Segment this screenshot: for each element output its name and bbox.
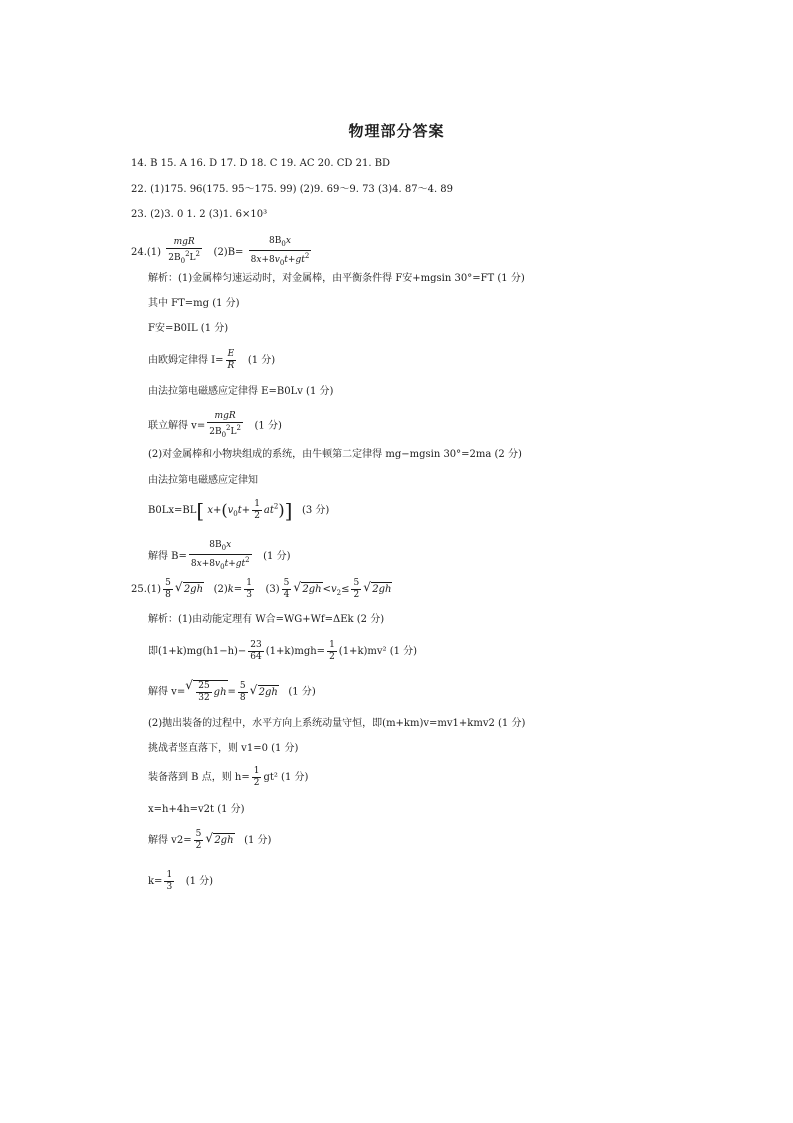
sqrt: √ 2gh [249, 682, 278, 698]
sqrt: √ $\frac{25}{32}$ gh [185, 678, 227, 703]
q24-answer: 24.(1) $\frac{\text{mgR}}{2B_0^2L^2}$ (2)B= $\frac{8B_0x}{8x+8v_0t+gt^2}$ [131, 236, 310, 267]
q25-analysis-6: 装备落到 B 点，则 h= $\frac{1}{2}$ gt² (1 分) [148, 766, 309, 788]
q24-analysis-9: B0Lx=BL[ $x+(v_0t+$ $\frac{1}{2}$ $at^2$)] (3 分) [148, 498, 330, 523]
fraction: $\frac{E}{R}$ [227, 349, 235, 371]
sqrt: √ 2gh [205, 831, 234, 846]
q25-analysis-2: 即(1+k)mg(h1−h)− $\frac{23}{64}$ (1+k)mgh= $\frac{1}{2}$ (1+k)mv² (1 分) [148, 640, 418, 662]
fraction: $\frac{1}{2}$ [253, 766, 260, 788]
q25-analysis-1: 解析：(1)由动能定理有 W合=WG+Wf=ΔEk (2 分) [148, 614, 385, 625]
fraction: $\frac{8B_0x}{8x+8v_0t+gt^2}$ [190, 540, 250, 571]
fraction: $\frac{\text{mgR}}{2B_0^2L^2}$ [209, 411, 241, 439]
q24-analysis-7: (2)对金属棒和小物块组成的系统，由牛顿第二定律得 mg−mgsin 30°=2ma (2 分) [148, 449, 522, 460]
q25-analysis-9: k= $\frac{1}{3}$ (1 分) [148, 870, 214, 892]
fraction: $\frac{5}{2}$ [195, 829, 202, 851]
sqrt: √ 2gh [293, 580, 322, 595]
q25-analysis-3: 解得 v= √ $\frac{25}{32}$ gh= $\frac{5}{8}$ √ 2gh (1 分) [148, 678, 316, 703]
fraction: $\frac{5}{2}$ [353, 578, 360, 600]
q24-analysis-2: 其中 FT=mg (1 分) [148, 298, 240, 309]
mc-answers: 14. B 15. A 16. D 17. D 18. C 19. AC 20. CD 21. BD [131, 158, 391, 169]
q25-analysis-5: 挑战者竖直落下，则 v1=0 (1 分) [148, 743, 299, 754]
fraction: $\frac{5}{4}$ [283, 578, 290, 600]
q24-analysis-3: F安=B0IL (1 分) [148, 323, 229, 334]
q24-analysis-1: 解析：(1)金属棒匀速运动时，对金属棒，由平衡条件得 F安+mgsin 30°=FT (1 分) [148, 273, 525, 284]
q24-analysis-10: 解得 B= $\frac{8B_0x}{8x+8v_0t+gt^2}$ (1 分) [148, 540, 291, 571]
fraction: $\frac{1}{3}$ [166, 870, 173, 892]
q24-analysis-6: 联立解得 v= $\frac{\text{mgR}}{2B_0^2L^2}$ (1 分) [148, 411, 282, 439]
q24-analysis-4: 由欧姆定律得 I= $\frac{E}{R}$ (1 分) [148, 349, 276, 371]
fraction: $\frac{\text{mgR}}{2B_0^2L^2}$ [168, 237, 200, 266]
q25-analysis-7: x=h+4h=v2t (1 分) [148, 804, 245, 815]
fraction: $\frac{23}{64}$ [250, 640, 262, 662]
fraction: $\frac{1}{2}$ [329, 640, 335, 662]
sqrt: √ 2gh [363, 580, 392, 595]
fraction: $\frac{1}{2}$ [254, 499, 260, 521]
page-title: 物理部分答案 [348, 122, 445, 140]
fraction: $\frac{8B_0x}{8x+8v_0t+gt^2}$ [250, 236, 310, 267]
q23-answer: 23. (2)3. 0 1. 2 (3)1. 6×10³ [131, 209, 268, 220]
q22-answer: 22. (1)175. 96(175. 95～175. 99) (2)9. 69～9. 73 (3)4. 87～4. 89 [131, 184, 454, 195]
q24-analysis-5: 由法拉第电磁感应定律得 E=B0Lv (1 分) [148, 386, 334, 397]
q25-answer: 25.(1) $\frac{5}{8}$ √ 2gh (2)k= $\frac{1}{3}$ (3) $\frac{5}{4}$ √ $2gh<v_2\le$ $\frac{5}{2}$ √ 2gh [131, 578, 392, 600]
q25-analysis-4: (2)抛出装备的过程中，水平方向上系统动量守恒，即(m+km)v=mv1+kmv2 (1 分) [148, 718, 526, 729]
sqrt: √ 2gh [174, 580, 204, 595]
fraction: $\frac{5}{8}$ [239, 680, 246, 703]
q24-analysis-8: 由法拉第电磁感应定律知 [148, 475, 258, 486]
fraction: $\frac{5}{8}$ [165, 578, 171, 600]
q25-analysis-8: 解得 v2= $\frac{5}{2}$ √ 2gh (1 分) [148, 829, 272, 851]
fraction: $\frac{1}{3}$ [246, 578, 252, 600]
